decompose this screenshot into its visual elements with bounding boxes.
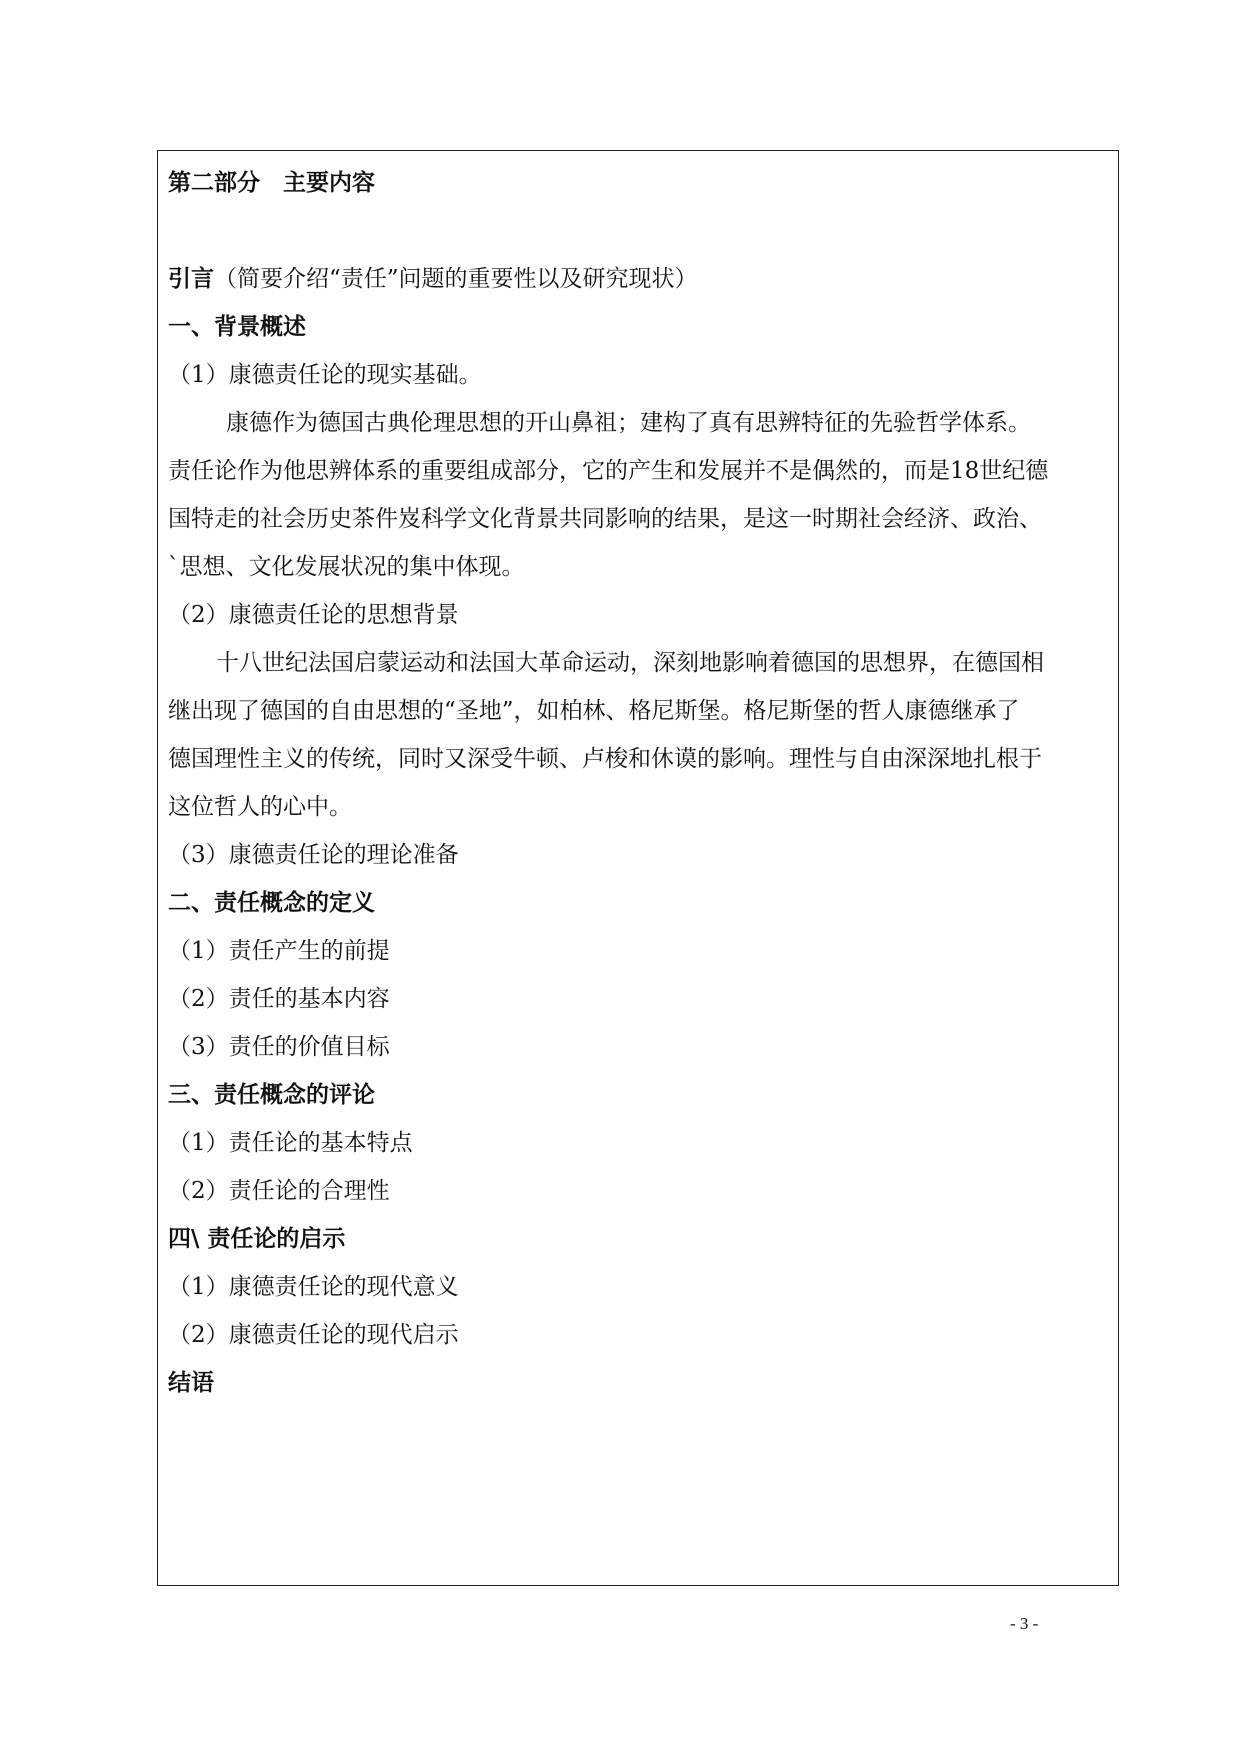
list-item: （2）康德责任论的现代启示 (168, 1322, 459, 1348)
list-item: （2）责任论的合理性 (168, 1178, 390, 1204)
paragraph-line: 继出现了德国的自由思想的“圣地”，如柏林、格尼斯堡。格尼斯堡的哲人康德继承了 (168, 698, 1020, 724)
paragraph-line: 责任论作为他思辨体系的重要组成部分，它的产生和发展并不是偶然的，而是18世纪德 (168, 458, 1049, 484)
list-item: （3）责任的价值目标 (168, 1034, 390, 1060)
paragraph-intellectual-background (168, 639, 1112, 831)
list-item: （1）责任论的基本特点 (168, 1130, 413, 1156)
section-title: 第二部分 主要内容 (168, 169, 375, 196)
paragraph-practical-basis (168, 399, 1112, 591)
paragraph-line: 康德作为德国古典伦理思想的开山鼻祖；建构了真有思辨特征的先验哲学体系。 (226, 410, 1031, 436)
intro-line (168, 255, 1112, 303)
heading-implications: 四\ 责任论的启示 (168, 1225, 346, 1252)
paragraph-line: `思想、文化发展状况的集中体现。 (168, 554, 525, 580)
paragraph-line: 十八世纪法国启蒙运动和法国大革命运动，深刻地影响着德国的思想界，在德国相 (216, 650, 1044, 676)
list-item: （1）责任产生的前提 (168, 938, 390, 964)
paragraph-line: 国特走的社会历史茶件岌科学文化背景共同影响的结果，是这一时期社会经济、政治、 (168, 506, 1042, 532)
list-item: （3）康德责任论的理论准备 (168, 842, 459, 868)
list-item: （1）康德责任论的现实基础。 (168, 362, 482, 388)
page-number: - 3 - (1010, 1614, 1039, 1633)
paragraph-line: 这位哲人的心中。 (168, 794, 352, 820)
intro-label: 引言 (168, 265, 214, 292)
paragraph-line: 德国理性主义的传统，同时又深受牛顿、卢梭和休谟的影响。理性与自由深深地扎根于 (168, 746, 1042, 772)
intro-note: （简要介绍“责任”问题的重要性以及研究现状） (214, 266, 698, 292)
list-item: （1）康德责任论的现代意义 (168, 1274, 459, 1300)
list-item: （2）康德责任论的思想背景 (168, 602, 459, 628)
heading-background: 一、背景概述 (168, 313, 306, 340)
conclusion-heading: 结语 (168, 1369, 214, 1396)
list-item: （2）责任的基本内容 (168, 986, 390, 1012)
document-body (168, 159, 1112, 1407)
heading-definition: 二、责任概念的定义 (168, 889, 375, 916)
heading-commentary: 三、责任概念的评论 (168, 1081, 375, 1108)
blank-line (168, 207, 1112, 255)
